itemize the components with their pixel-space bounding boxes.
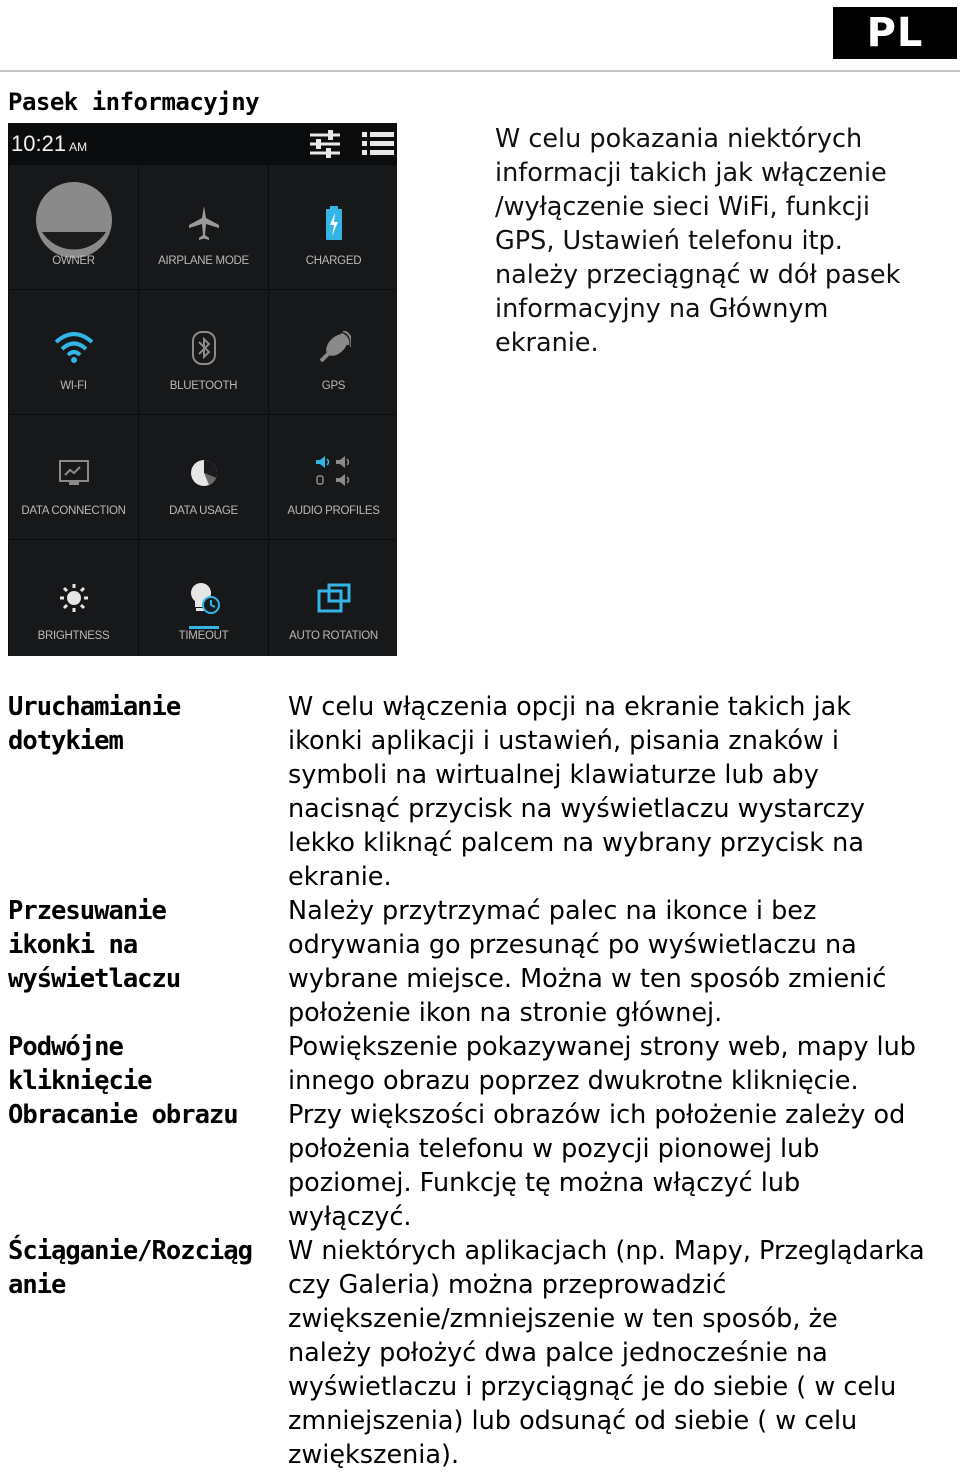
tile-label: GPS (321, 380, 346, 392)
desc-line: Należy przytrzymać palec na ikonce i bez (288, 896, 817, 926)
term-line: Ściąganie/Rozciąg (8, 1236, 252, 1266)
term-podwojne (8, 1030, 152, 1098)
term-uruchamianie (8, 690, 180, 758)
tile-bluetooth[interactable] (139, 290, 268, 414)
tile-wifi[interactable] (9, 290, 138, 414)
term-przesuwanie (8, 894, 180, 996)
tile-label: BRIGHTNESS (37, 630, 110, 642)
tile-label: DATA CONNECTION (21, 505, 126, 517)
desc-przesuwanie (288, 894, 948, 1030)
timeout-icon (187, 581, 221, 615)
desc-line: Przy większości obrazów ich położenie zależy od (288, 1100, 906, 1130)
clock-ampm: AM (69, 140, 88, 154)
timeout-indicator (189, 626, 219, 629)
desc-line: innego obrazu poprzez dwukrotne kliknięcie. (288, 1066, 859, 1096)
tile-brightness[interactable] (9, 540, 138, 656)
tile-label: WI-FI (60, 380, 87, 392)
auto-rotation-icon (317, 583, 351, 613)
tile-owner[interactable] (9, 165, 138, 289)
intro-line: W celu pokazania niektórych (495, 124, 863, 154)
desc-sciaganie (288, 1234, 948, 1472)
audio-profiles-icon (314, 456, 354, 490)
tile-label: DATA USAGE (169, 505, 238, 517)
list-view-icon[interactable] (362, 129, 394, 163)
tile-label: BLUETOOTH (169, 380, 238, 392)
clock-time: 10:21 (11, 131, 67, 156)
wifi-icon (54, 332, 94, 364)
desc-line: zwiększenie/zmniejszenie w ten sposób, że (288, 1304, 838, 1334)
bluetooth-icon (192, 331, 216, 365)
tile-label: TIMEOUT (178, 630, 229, 642)
battery-charging-icon (324, 205, 344, 241)
status-clock (11, 131, 87, 157)
tile-audio-profiles[interactable] (269, 415, 397, 539)
brightness-icon (59, 583, 89, 613)
desc-uruchamianie (288, 690, 948, 894)
language-badge: PL (833, 7, 957, 59)
tile-timeout[interactable] (139, 540, 268, 656)
desc-line: poziomej. Funkcję tę można włączyć lub (288, 1168, 801, 1198)
desc-podwojne (288, 1030, 948, 1098)
section-title: Pasek informacyjny (8, 88, 260, 116)
term-line: ikonki na (8, 930, 138, 960)
term-line: Obracanie obrazu (8, 1100, 238, 1130)
term-line: kliknięcie (8, 1066, 152, 1096)
intro-line: informacyjny na Głównym (495, 294, 829, 324)
term-line: Przesuwanie (8, 896, 166, 926)
intro-line: /wyłączenie sieci WiFi, funkcji (495, 192, 870, 222)
desc-line: nacisnąć przycisk na wyświetlaczu wystarczy (288, 794, 865, 824)
settings-sliders-icon[interactable] (308, 129, 342, 163)
intro-line: informacji takich jak włączenie (495, 158, 887, 188)
desc-line: ekranie. (288, 862, 392, 892)
tile-auto-rotation[interactable] (269, 540, 397, 656)
tile-data-connection[interactable] (9, 415, 138, 539)
term-sciaganie (8, 1234, 252, 1302)
desc-line: W celu włączenia opcji na ekranie takich jak (288, 692, 852, 722)
desc-line: należy położyć dwa palce jednocześnie na (288, 1338, 828, 1368)
intro-line: należy przeciągnąć w dół pasek (495, 260, 901, 290)
status-bar (8, 123, 397, 163)
tile-airplane-mode[interactable] (139, 165, 268, 289)
desc-line: W niektórych aplikacjach (np. Mapy, Przeglądarka (288, 1236, 925, 1266)
term-line: dotykiem (8, 726, 123, 756)
desc-line: Powiększenie pokazywanej strony web, mapy lub (288, 1032, 916, 1062)
intro-line: ekranie. (495, 328, 599, 358)
tile-data-usage[interactable] (139, 415, 268, 539)
desc-line: ikonki aplikacji i ustawień, pisania znaków i (288, 726, 839, 756)
desc-line: wyświetlaczu i przyciągnąć je do siebie ( w celu (288, 1372, 897, 1402)
desc-line: położenia telefonu w pozycji pionowej lub (288, 1134, 820, 1164)
term-line: wyświetlaczu (8, 964, 181, 994)
tile-label: AIRPLANE MODE (158, 255, 249, 267)
data-connection-icon (59, 460, 89, 486)
tile-label: OWNER (52, 255, 95, 267)
header-divider (0, 70, 960, 72)
desc-line: odrywania go przesunąć po wyświetlaczu na (288, 930, 857, 960)
desc-line: wyłączyć. (288, 1202, 412, 1232)
tile-label: AUDIO PROFILES (287, 505, 380, 517)
intro-line: GPS, Ustawień telefonu itp. (495, 226, 843, 256)
tile-label: AUTO ROTATION (289, 630, 378, 642)
desc-line: symboli na wirtualnej klawiaturze lub aby (288, 760, 819, 790)
tile-gps[interactable] (269, 290, 397, 414)
owner-avatar-icon (34, 180, 114, 260)
desc-line: wybrane miejsce. Można w ten sposób zmienić (288, 964, 887, 994)
desc-line: lekko kliknąć palcem na wybrany przycisk na (288, 828, 864, 858)
term-line: Uruchamianie (8, 692, 181, 722)
term-obracanie (8, 1098, 238, 1132)
tile-charged[interactable] (269, 165, 397, 289)
term-line: Podwójne (8, 1032, 123, 1062)
desc-obracanie (288, 1098, 948, 1234)
desc-line: zwiększenia). (288, 1440, 460, 1470)
term-line: anie (8, 1270, 66, 1300)
gps-icon (317, 331, 351, 365)
intro-paragraph (495, 122, 935, 360)
phone-screenshot (8, 123, 397, 656)
desc-line: czy Galeria) można przeprowadzić (288, 1270, 727, 1300)
desc-line: położenie ikon na stronie głównej. (288, 998, 723, 1028)
desc-line: zmniejszenia) lub odsunąć od siebie ( w celu (288, 1406, 858, 1436)
airplane-icon (188, 205, 220, 241)
data-usage-icon (189, 458, 219, 488)
tile-label: CHARGED (305, 255, 362, 267)
